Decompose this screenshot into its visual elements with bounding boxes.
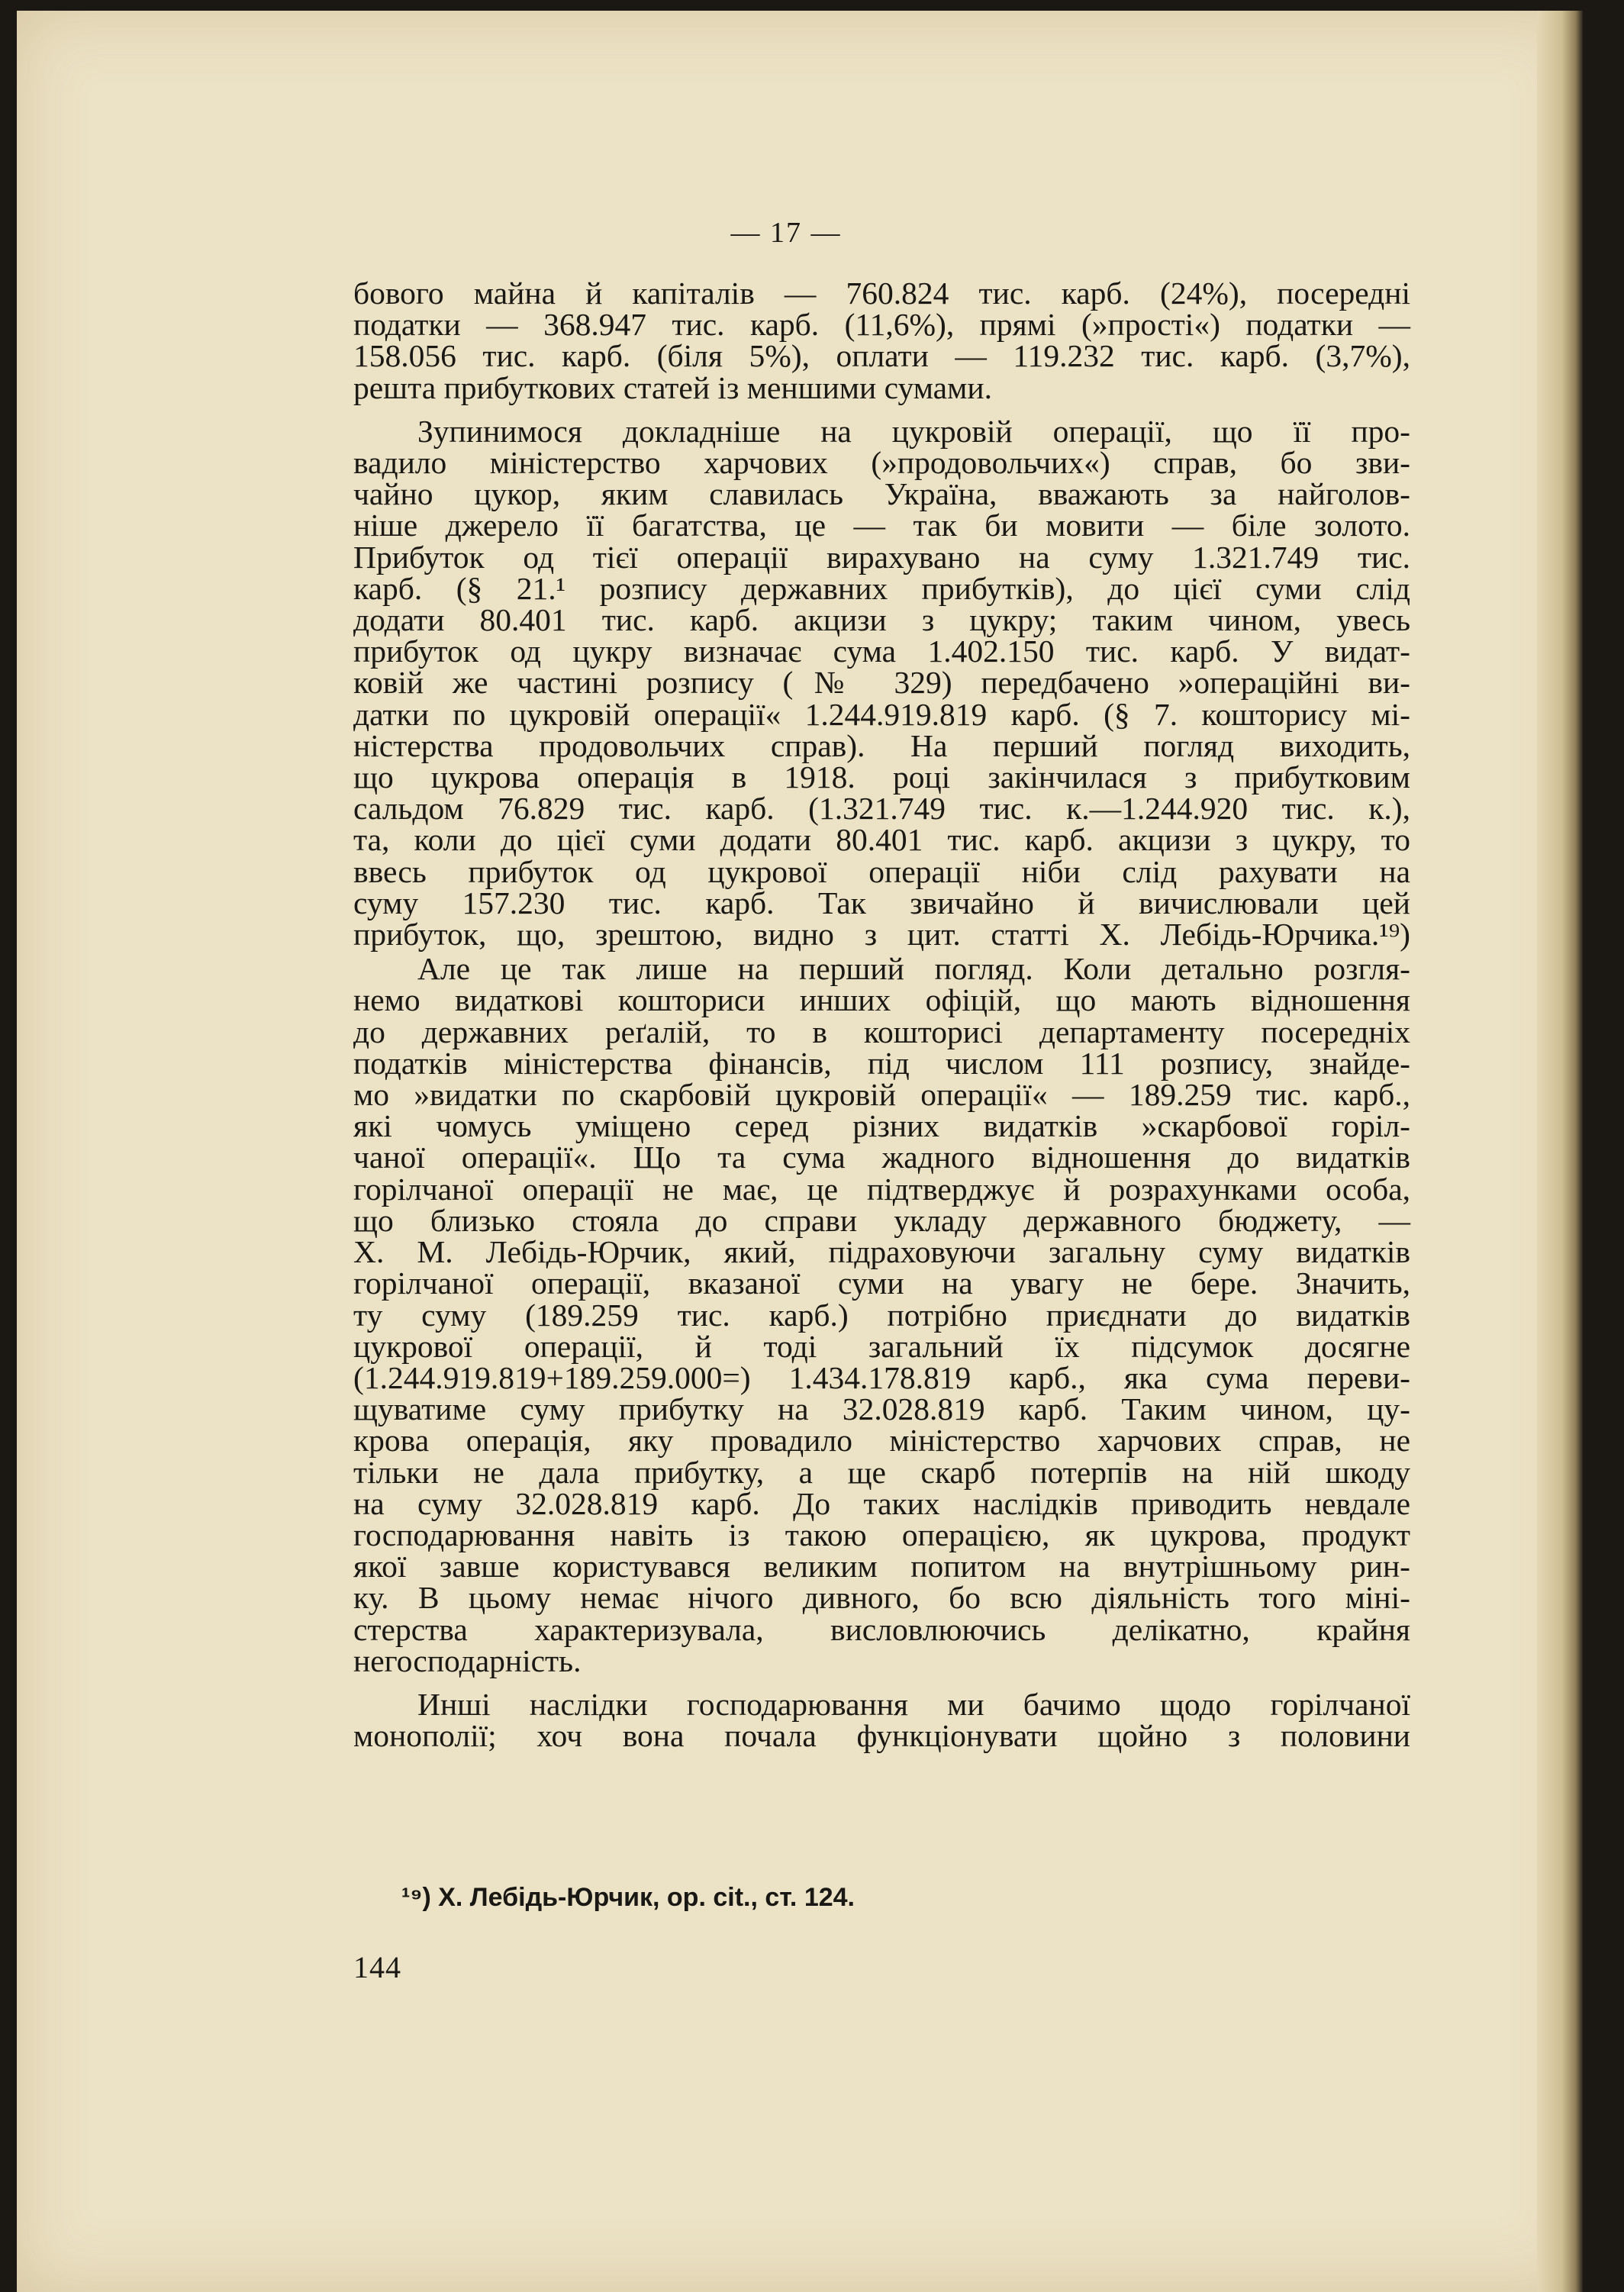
text-line: на суму 32.028.819 карб. До таких наслідків приводить невдале <box>353 1485 1410 1521</box>
text-line: господарювання навіть із такою операцією, як цукрова, продукт <box>353 1517 1410 1552</box>
text-line: до державних реґалій, то в кошторисі департаменту посередніх <box>353 1014 1410 1049</box>
text-line: немо видаткові кошториси инших офіцій, що мають відношення <box>353 982 1410 1018</box>
text-line: Але це так лише на перший погляд. Коли детально розгля- <box>417 951 1410 987</box>
text-line: які чомусь уміщено серед різних видатків »скарбової горіл- <box>353 1108 1410 1144</box>
page-gutter-shadow <box>1537 11 1583 2292</box>
text-line: прибуток од цукру визначає сума 1.402.150 тис. карб. У видат- <box>353 633 1410 669</box>
running-folio: — 17 — <box>730 217 842 249</box>
page-number: 144 <box>353 1950 401 1984</box>
text-line: що цукрова операція в 1918. році закінчилася з прибутковим <box>353 759 1410 795</box>
text-line: карб. (§ 21.¹ розпису державних прибутків), до цієї суми слід <box>353 570 1410 606</box>
text-line: горілчаної операції, вказаної суми на увагу не бере. Значить, <box>353 1265 1410 1301</box>
text-line: датки по цукровій операції« 1.244.919.819 карб. (§ 7. кошторису мі- <box>353 696 1410 732</box>
text-line: щуватиме суму прибутку на 32.028.819 карб. Таким чином, цу- <box>353 1391 1410 1427</box>
text-line: горілчаної операції не має, це підтверджує й розрахунками особа, <box>353 1171 1410 1207</box>
text-line: крова операція, яку провадило міністерство харчових справ, не <box>353 1423 1410 1459</box>
text-line: та, коли до цієї суми додати 80.401 тис. карб. акцизи з цукру, то <box>353 822 1410 858</box>
text-line: податків міністерства фінансів, під числом 111 розпису, знайде- <box>353 1045 1410 1081</box>
text-line: мо »видатки по скарбовій цукровій операції« — 189.259 тис. карб., <box>353 1077 1410 1113</box>
text-line: ковій же частині розпису (№ 329) передбачено »операційні ви- <box>353 665 1410 701</box>
text-line: (1.244.919.819+189.259.000=) 1.434.178.819 карб., яка сума переви- <box>353 1359 1410 1395</box>
text-line: ку. В цьому немає нічого дивного, бо всю діяльність того міні- <box>353 1580 1410 1616</box>
text-line: Зупинимося докладніше на цукровій операції, що її про- <box>417 413 1410 449</box>
text-line: додати 80.401 тис. карб. акцизи з цукру; таким чином, увесь <box>353 602 1410 638</box>
text-line: Инші наслідки господарювання ми бачимо щодо горілчаної <box>417 1686 1410 1722</box>
body-text <box>353 278 1410 1752</box>
text-line: якої завше користувався великим попитом на внутрішньому рин- <box>353 1549 1410 1584</box>
text-line: прибуток, що, зрештою, видно з цит. статті Х. Лебідь-Юрчика.¹⁹) <box>353 917 1410 953</box>
text-line: ту суму (189.259 тис. карб.) потрібно приєднати до видатків <box>353 1297 1410 1333</box>
text-line: суму 157.230 тис. карб. Так звичайно й вичислювали цей <box>353 885 1410 920</box>
text-line: 158.056 тис. карб. (біля 5%), оплати — 119.232 тис. карб. (3,7%), <box>353 338 1410 374</box>
text-line: негосподарність. <box>353 1642 582 1678</box>
text-line: Прибуток од тієї операції вирахувано на суму 1.321.749 тис. <box>353 539 1410 575</box>
paragraph-1 <box>353 278 1410 404</box>
text-line: податки — 368.947 тис. карб. (11,6%), прямі (»прості«) податки — <box>353 307 1410 343</box>
text-line: ввесь прибуток од цукрової операції ніби слід рахувати на <box>353 853 1410 889</box>
text-line: цукрової операції, й тоді загальний їх підсумок досягне <box>353 1328 1410 1364</box>
text-line: стерства характеризувала, висловлюючись делікатно, крайня <box>353 1611 1410 1647</box>
footnote <box>401 1883 855 1913</box>
footnote-marker: ¹⁹) <box>401 1883 431 1912</box>
text-line: решта прибуткових статей із меншими сумами. <box>353 369 992 405</box>
paragraph-3 <box>353 953 1410 1677</box>
text-line: Х. М. Лебідь-Юрчик, який, підраховуючи загальну суму видатків <box>353 1234 1410 1270</box>
text-line: ніше джерело її багатства, це — так би мовити — біле золото. <box>353 508 1410 543</box>
text-line: чаної операції«. Що та сума жадного відношення до видатків <box>353 1140 1410 1175</box>
text-line: що близько стояла до справи укладу державного бюджету, — <box>353 1202 1410 1238</box>
text-line: монополії; хоч вона почала функціонувати щойно з половини <box>353 1718 1410 1754</box>
text-line: тільки не дала прибутку, а ще скарб потерпів на ній шкоду <box>353 1454 1410 1490</box>
text-line: бового майна й капіталів — 760.824 тис. карб. (24%), посередні <box>353 276 1410 311</box>
text-line: чайно цукор, яким славилась Україна, вважають за найголов- <box>353 476 1410 512</box>
paragraph-2 <box>353 413 1410 953</box>
footnote-text: Х. Лебідь-Юрчик, op. cit., ст. 124. <box>438 1883 855 1912</box>
text-line: вадило міністерство харчових (»продовольчих«) справ, бо зви- <box>353 445 1410 481</box>
paragraph-4 <box>353 1686 1410 1754</box>
text-line: сальдом 76.829 тис. карб. (1.321.749 тис. к.—1.244.920 тис. к.), <box>353 791 1410 827</box>
text-line: ністерства продовольчих справ). На перший погляд виходить, <box>353 727 1410 763</box>
